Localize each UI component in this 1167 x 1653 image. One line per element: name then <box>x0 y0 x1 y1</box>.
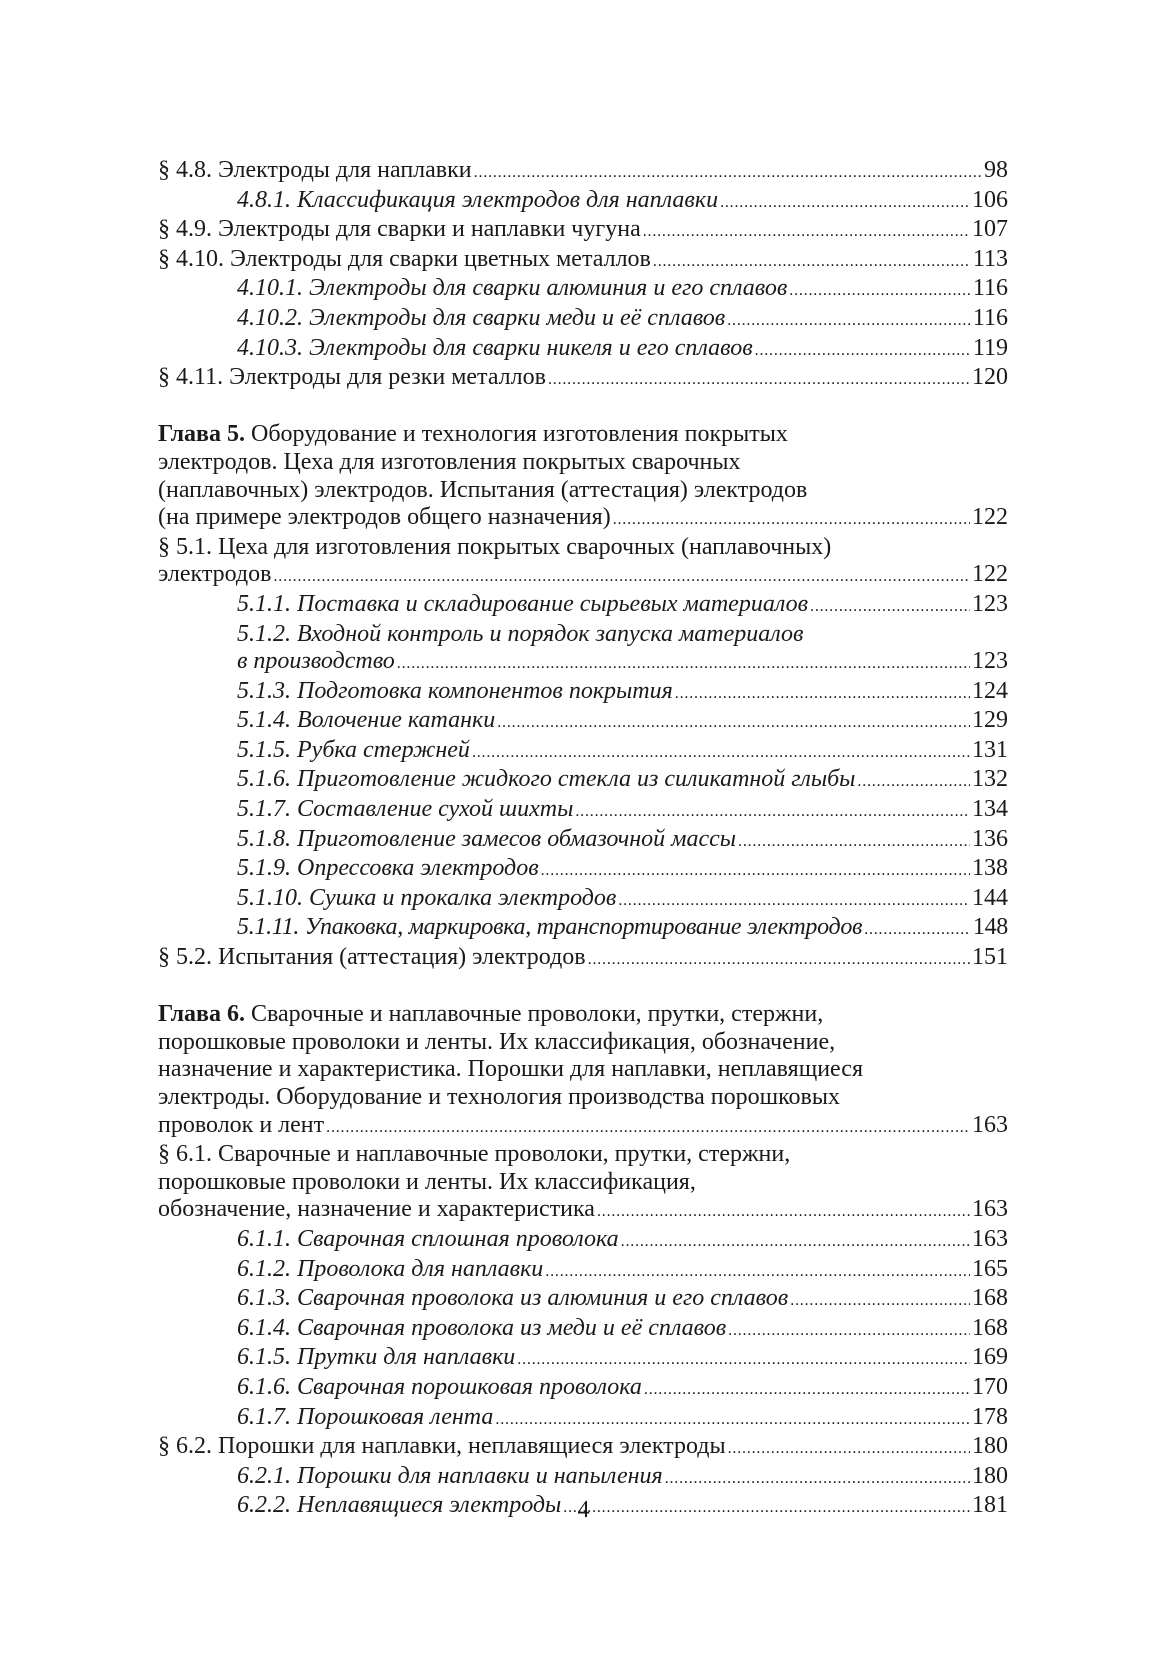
leader-dots <box>665 1463 970 1493</box>
chapter-6-line-2: порошковые проволоки и ленты. Их классификация, обозначение, <box>158 1028 836 1055</box>
toc-entry-page: 168 <box>972 1314 1008 1341</box>
toc-entry-title: проволок и лент <box>158 1111 325 1138</box>
toc-entry-5-2[interactable] <box>158 944 1008 974</box>
toc-entry-title: 6.2.1. Порошки для наплавки и напыления <box>237 1462 663 1489</box>
toc-entry-title: 5.1.10. Сушка и прокалка электродов <box>237 884 617 911</box>
toc-entry-title: 4.10.3. Электроды для сварки никеля и его сплавов <box>237 334 753 361</box>
table-of-contents <box>158 157 1008 1522</box>
toc-entry-page: 122 <box>972 561 1008 588</box>
toc-entry-page: 122 <box>972 504 1008 531</box>
toc-entry-title: 6.1.4. Сварочная проволока из меди и её сплавов <box>237 1314 727 1341</box>
chapter-6-line-3: назначение и характеристика. Порошки для наплавки, неплавящиеся <box>158 1056 863 1083</box>
toc-entry-5-1-1[interactable] <box>158 591 1008 621</box>
toc-entry-title: 6.1.5. Прутки для наплавки <box>237 1344 516 1371</box>
chapter-5-line-2: электродов. Цеха для изготовления покрытых сварочных <box>158 448 741 475</box>
leader-dots <box>789 275 971 305</box>
toc-entry-page: 129 <box>972 707 1008 734</box>
toc-entry-page: 119 <box>972 334 1008 361</box>
leader-dots <box>517 1344 970 1374</box>
toc-entry-title: 6.1.2. Проволока для наплавки <box>237 1255 544 1282</box>
toc-entry-page: 138 <box>972 855 1008 882</box>
toc-entry-title: электродов <box>158 561 272 588</box>
toc-entry-5-1-4[interactable] <box>158 707 1008 737</box>
leader-dots <box>857 766 970 796</box>
chapter-5-line-3: (наплавочных) электродов. Испытания (аттестация) электродов <box>158 476 808 503</box>
toc-entry-title: 4.10.2. Электроды для сварки меди и её сплавов <box>237 304 726 331</box>
toc-entry-6-1-4[interactable] <box>158 1315 1008 1345</box>
toc-entry-title: 6.2.2. Неплавящиеся электроды <box>237 1492 562 1519</box>
chapter-5-line-1 <box>158 421 1008 449</box>
toc-chapter-5[interactable] <box>158 421 1008 533</box>
leader-dots <box>495 1404 970 1434</box>
toc-entry-4-8[interactable] <box>158 157 1008 187</box>
leader-dots <box>643 216 970 246</box>
toc-entry-page: 151 <box>972 944 1008 971</box>
toc-entry-6-1-1[interactable] <box>158 1226 1008 1256</box>
toc-entry-title: (на примере электродов общего назначения) <box>158 504 611 531</box>
toc-entry-page: 181 <box>972 1492 1008 1519</box>
section-5-1-line-2 <box>158 561 1008 591</box>
toc-entry-page: 180 <box>972 1433 1008 1460</box>
chapter-5-title-part-1: Оборудование и технология изготовления покрытых <box>245 421 788 448</box>
toc-entry-page: 116 <box>972 304 1008 331</box>
toc-chapter-6[interactable] <box>158 1001 1008 1141</box>
toc-entry-5-1[interactable] <box>158 534 1008 591</box>
toc-entry-page: 170 <box>972 1373 1008 1400</box>
toc-entry-page: 113 <box>972 245 1008 272</box>
toc-entry-title: 6.1.7. Порошковая лента <box>237 1403 494 1430</box>
leader-dots <box>720 187 970 217</box>
toc-entry-page: 132 <box>972 766 1008 793</box>
toc-entry-4-10-1[interactable] <box>158 275 1008 305</box>
leader-dots <box>738 826 970 856</box>
section-5-1-line-1: § 5.1. Цеха для изготовления покрытых сварочных (наплавочных) <box>158 533 832 560</box>
leader-dots <box>653 246 971 276</box>
toc-entry-title: § 6.2. Порошки для наплавки, неплавящиеся электроды <box>158 1433 726 1460</box>
leader-dots <box>675 678 970 708</box>
toc-block-chapter4 <box>158 157 1008 394</box>
toc-entry-5-1-7[interactable] <box>158 796 1008 826</box>
toc-entry-5-1-8[interactable] <box>158 826 1008 856</box>
toc-entry-title: 5.1.8. Приготовление замесов обмазочной массы <box>237 825 737 852</box>
toc-entry-title: 5.1.4. Волочение катанки <box>237 707 496 734</box>
toc-entry-6-1-5[interactable] <box>158 1344 1008 1374</box>
chapter-6-line-5 <box>158 1112 1008 1142</box>
toc-entry-title: 4.8.1. Классификация электродов для наплавки <box>237 186 719 213</box>
leader-dots <box>727 305 971 335</box>
toc-entry-page: 98 <box>984 157 1008 183</box>
leader-dots <box>621 1226 970 1256</box>
toc-entry-title: 4.10.1. Электроды для сварки алюминия и его сплавов <box>237 275 788 302</box>
toc-entry-6-1[interactable] <box>158 1141 1008 1226</box>
toc-entry-page: 136 <box>972 825 1008 852</box>
toc-entry-5-1-2[interactable] <box>158 621 1008 678</box>
chapter-6-line-4: электроды. Оборудование и технология производства порошковых <box>158 1084 840 1110</box>
leader-dots <box>790 1285 970 1315</box>
chapter-6-label: Глава 6. <box>158 1001 245 1028</box>
leader-dots <box>810 591 970 621</box>
leader-dots <box>644 1374 970 1404</box>
toc-entry-title: 5.1.9. Опрессовка электродов <box>237 855 539 882</box>
toc-entry-4-11[interactable] <box>158 364 1008 394</box>
leader-dots <box>497 707 970 737</box>
toc-entry-page: 123 <box>972 590 1008 617</box>
leader-dots <box>397 648 970 678</box>
section-6-1-line-2: порошковые проволоки и ленты. Их классификация, <box>158 1168 696 1195</box>
toc-entry-5-1-9[interactable] <box>158 855 1008 885</box>
toc-entry-4-10-2[interactable] <box>158 305 1008 335</box>
toc-entry-page: 163 <box>972 1225 1008 1252</box>
toc-entry-4-10[interactable] <box>158 246 1008 276</box>
leader-dots <box>728 1315 970 1345</box>
chapter-5-line-4 <box>158 504 1008 534</box>
toc-entry-page: 148 <box>972 914 1008 941</box>
toc-entry-4-8-1[interactable] <box>158 187 1008 217</box>
toc-entry-page: 144 <box>972 884 1008 911</box>
toc-entry-title: § 5.2. Испытания (аттестация) электродов <box>158 944 586 971</box>
leader-dots <box>613 504 970 534</box>
leader-dots <box>545 1256 970 1286</box>
toc-entry-title: 5.1.1. Поставка и складирование сырьевых материалов <box>237 590 809 617</box>
toc-entry-title: обозначение, назначение и характеристика <box>158 1196 595 1223</box>
section-5-1-2-line-1: 5.1.2. Входной контроль и порядок запуска материалов <box>237 620 804 647</box>
leader-dots <box>755 335 971 365</box>
section-6-1-line-1: § 6.1. Сварочные и наплавочные проволоки, прутки, стержни, <box>158 1141 791 1168</box>
leader-dots <box>273 561 970 591</box>
toc-entry-title: § 4.10. Электроды для сварки цветных металлов <box>158 245 651 272</box>
leader-dots <box>864 914 971 944</box>
toc-entry-title: § 4.11. Электроды для резки металлов <box>158 364 546 391</box>
toc-entry-4-9[interactable] <box>158 216 1008 246</box>
chapter-6-line-1 <box>158 1001 1008 1029</box>
toc-entry-6-2[interactable] <box>158 1433 1008 1463</box>
leader-dots <box>474 157 982 187</box>
toc-entry-6-1-6[interactable] <box>158 1374 1008 1404</box>
chapter-5-label: Глава 5. <box>158 421 245 448</box>
toc-entry-page: 165 <box>972 1255 1008 1282</box>
toc-entry-page: 123 <box>972 648 1008 675</box>
toc-entry-5-1-3[interactable] <box>158 678 1008 708</box>
leader-dots <box>548 364 970 394</box>
leader-dots <box>472 737 970 767</box>
toc-entry-6-1-3[interactable] <box>158 1285 1008 1315</box>
toc-entry-title: 5.1.3. Подготовка компонентов покрытия <box>237 677 673 704</box>
toc-entry-page: 178 <box>972 1403 1008 1430</box>
toc-entry-page: 131 <box>972 736 1008 763</box>
toc-entry-page: 116 <box>972 275 1008 302</box>
toc-entry-page: 134 <box>972 796 1008 823</box>
toc-entry-6-1-7[interactable] <box>158 1404 1008 1434</box>
toc-entry-title: 6.1.6. Сварочная порошковая проволока <box>237 1373 642 1400</box>
leader-dots <box>618 885 970 915</box>
toc-entry-title: § 4.8. Электроды для наплавки <box>158 157 472 183</box>
toc-entry-5-1-5[interactable] <box>158 737 1008 767</box>
toc-entry-page: 168 <box>972 1285 1008 1312</box>
toc-entry-page: 169 <box>972 1344 1008 1371</box>
leader-dots <box>541 855 970 885</box>
spacer <box>158 394 1008 422</box>
leader-dots <box>575 796 970 826</box>
spacer <box>158 974 1008 1002</box>
leader-dots <box>728 1433 970 1463</box>
toc-entry-4-10-3[interactable] <box>158 335 1008 365</box>
toc-entry-title: 5.1.7. Составление сухой шихты <box>237 796 574 823</box>
toc-entry-page: 180 <box>972 1462 1008 1489</box>
toc-entry-title: 5.1.5. Рубка стержней <box>237 736 470 763</box>
leader-dots <box>597 1196 970 1226</box>
leader-dots <box>326 1112 970 1142</box>
page-number: 4 <box>577 1497 590 1523</box>
leader-dots <box>588 944 970 974</box>
toc-entry-title: § 4.9. Электроды для сварки и наплавки чугуна <box>158 216 641 243</box>
toc-entry-title: 6.1.3. Сварочная проволока из алюминия и его сплавов <box>237 1285 789 1312</box>
toc-entry-6-2-1[interactable] <box>158 1463 1008 1493</box>
toc-entry-title: 5.1.6. Приготовление жидкого стекла из силикатной глыбы <box>237 766 856 793</box>
section-6-1-line-3 <box>158 1196 1008 1226</box>
toc-entry-5-1-10[interactable] <box>158 885 1008 915</box>
toc-entry-page: 124 <box>972 677 1008 704</box>
toc-entry-title: 5.1.11. Упаковка, маркировка, транспортирование электродов <box>237 914 863 941</box>
toc-entry-page: 106 <box>972 186 1008 213</box>
toc-entry-page: 107 <box>972 216 1008 243</box>
toc-entry-page: 163 <box>972 1196 1008 1223</box>
chapter-6-title-part-1: Сварочные и наплавочные проволоки, прутки, стержни, <box>245 1001 824 1028</box>
toc-entry-page: 120 <box>972 364 1008 391</box>
toc-entry-5-1-11[interactable] <box>158 914 1008 944</box>
toc-entry-page: 163 <box>972 1111 1008 1138</box>
toc-entry-5-1-6[interactable] <box>158 766 1008 796</box>
toc-entry-6-1-2[interactable] <box>158 1256 1008 1286</box>
section-5-1-2-line-2 <box>158 648 1008 678</box>
toc-entry-title: 6.1.1. Сварочная сплошная проволока <box>237 1225 619 1252</box>
toc-entry-title: в производство <box>237 648 395 675</box>
